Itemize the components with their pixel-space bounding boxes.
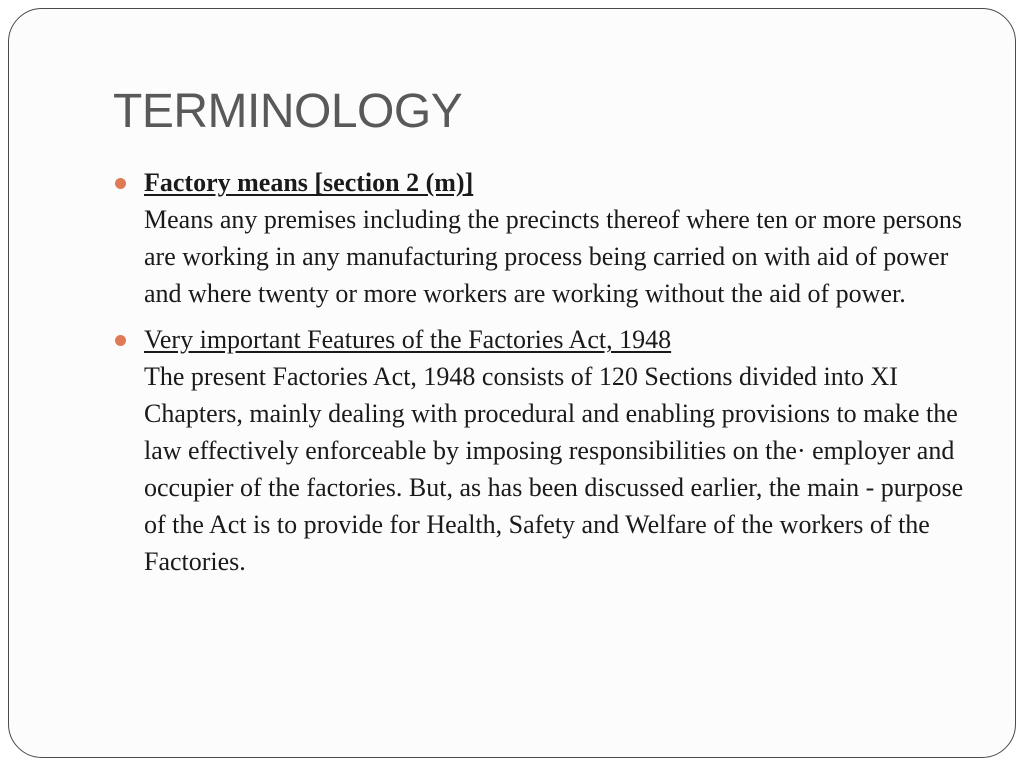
bullet-heading: Very important Features of the Factories Act, 1948 [144,325,672,354]
bullet-heading: Factory means [section 2 (m)] [144,168,474,197]
bullet-icon [115,335,126,346]
bullet-icon [115,178,126,189]
bullet-text: The present Factories Act, 1948 consists of 120 Sections divided into XI Chapters, mainly dealing with procedural and enabling provisions to make the law effectively enforceable by imposing responsibilities on the· employer and occupier of the factories. But, as has been discussed earlier, the main - purpose of the Act is to provide for Health, Safety and Welfare of the workers of the Factories. [144,362,964,576]
slide-content [113,164,973,589]
bullet-item-factory-definition [113,164,973,312]
bullet-item-act-features [113,321,973,580]
slide-title: TERMINOLOGY [113,85,463,138]
bullet-text: Means any premises including the precincts thereof where ten or more persons are working in any manufacturing process being carried on with aid of power and where twenty or more workers are working without the aid of power. [144,205,963,308]
